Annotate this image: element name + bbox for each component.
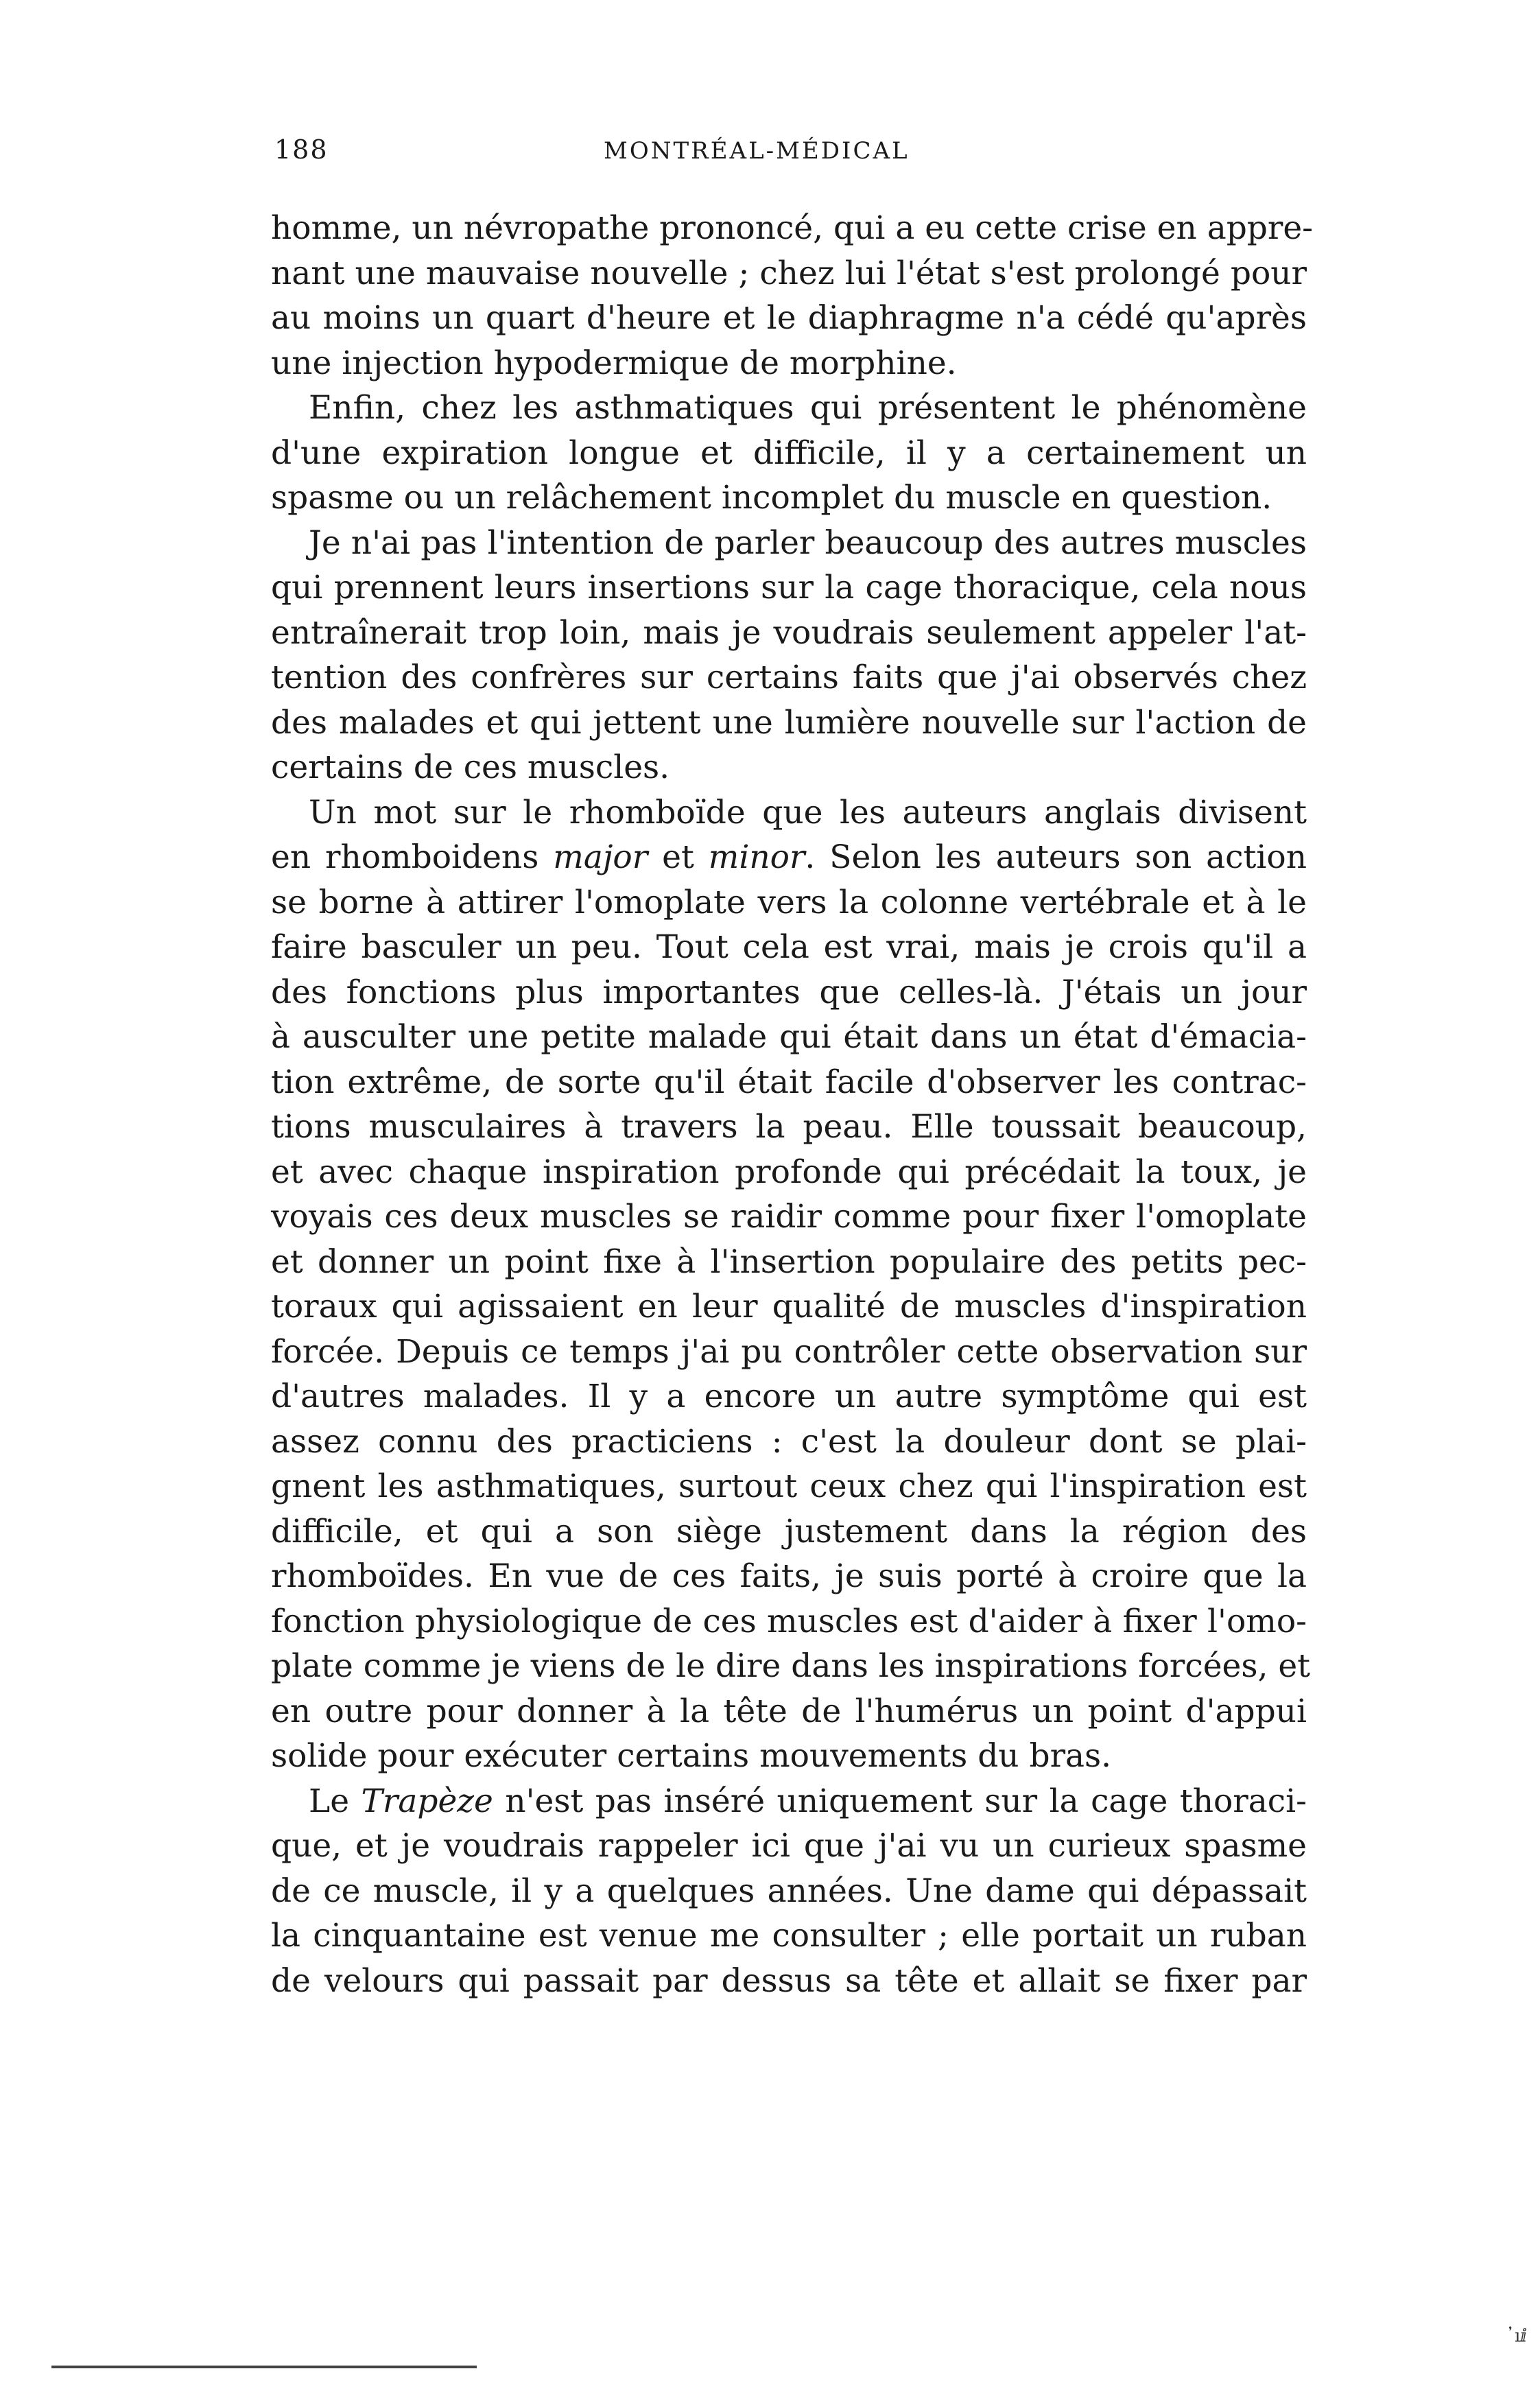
text-line: gnent les asthmatiques, surtout ceux chez qui l'inspiration est [271, 1467, 1307, 1505]
text-line: fonction physiologique de ces muscles est d'aider à fixer l'omo- [271, 1602, 1307, 1640]
text-line: et avec chaque inspiration profonde qui précédait la toux, je [271, 1153, 1307, 1191]
text-line: rhomboïdes. En vue de ces faits, je suis porté à croire que la [271, 1557, 1307, 1595]
body-text [271, 206, 1314, 2003]
text-line: faire basculer un peu. Tout cela est vrai, mais je crois qu'il a [271, 928, 1307, 966]
scan-edge-rule [51, 2366, 477, 2368]
text-line: la cinquantaine est venue me consulter ; elle portait un ruban [271, 1917, 1307, 1955]
text-line: plate comme je viens de le dire dans les inspirations forcées, et [271, 1647, 1311, 1685]
text-line: une injection hypodermique de morphine. [271, 344, 957, 382]
running-head: MONTRÉAL-MÉDICAL [604, 137, 910, 165]
text-line: d'une expiration longue et difficile, il y a certainement un [271, 434, 1307, 472]
text-line: difficile, et qui a son siège justement dans la région des [271, 1512, 1307, 1551]
text-line: Un mot sur le rhomboïde que les auteurs anglais divisent [309, 793, 1307, 832]
text-line: que, et je voudrais rappeler ici que j'ai vu un curieux spasme [271, 1827, 1307, 1865]
text-line: voyais ces deux muscles se raidir comme pour fixer l'omoplate [271, 1198, 1307, 1236]
text-line: homme, un névropathe prononcé, qui a eu cette crise en appre- [271, 209, 1314, 247]
text-line: tion extrême, de sorte qu'il était facile d'observer les contrac- [271, 1063, 1307, 1101]
text-line: solide pour exécuter certains mouvements du bras. [271, 1737, 1112, 1775]
text-fragment: et [662, 838, 694, 876]
text-fragment: . Selon les auteurs son action [805, 838, 1307, 876]
text-fragment: Le [309, 1782, 350, 1820]
text-line: nant une mauvaise nouvelle ; chez lui l'état s'est prolongé pour [271, 254, 1307, 292]
text-fragment: n'est pas inséré uniquement sur la cage thoraci- [505, 1782, 1307, 1820]
text-line: d'autres malades. Il y a encore un autre symptôme qui est [271, 1378, 1307, 1415]
text-line: tention des confrères sur certains faits que j'ai observés chez [271, 659, 1307, 696]
corner-mark: ᾽ıⅈ [1506, 2326, 1528, 2346]
text-line: de velours qui passait par dessus sa tête et allait se fixer par [271, 1961, 1307, 2000]
text-line: en outre pour donner à la tête de l'humérus un point d'appui [271, 1692, 1307, 1730]
italic-term-trapeze: Trapèze [361, 1782, 493, 1820]
text-line: à ausculter une petite malade qui était dans un état d'émacia- [271, 1018, 1307, 1056]
text-line: des malades et qui jettent une lumière nouvelle sur l'action de [271, 703, 1307, 742]
italic-term-major: major [553, 838, 648, 876]
text-line: Enfin, chez les asthmatiques qui présentent le phénomène [309, 389, 1307, 427]
text-line: assez connu des practiciens : c'est la douleur dont se plai- [271, 1422, 1307, 1461]
text-line: au moins un quart d'heure et le diaphragme n'a cédé qu'après [271, 299, 1307, 337]
text-fragment: en rhomboidens [271, 838, 539, 876]
text-line-with-italics [271, 1779, 1307, 1824]
text-line: se borne à attirer l'omoplate vers la colonne vertébrale et à le [271, 883, 1307, 921]
text-line: forcée. Depuis ce temps j'ai pu contrôler cette observation sur [271, 1332, 1307, 1371]
text-line: toraux qui agissaient en leur qualité de muscles d'inspiration [271, 1288, 1307, 1325]
text-line: des fonctions plus importantes que celles-là. J'étais un jour [271, 973, 1307, 1011]
text-line: de ce muscle, il y a quelques années. Une dame qui dépassait [271, 1872, 1307, 1910]
text-line-with-italics [271, 835, 1307, 880]
text-line: et donner un point fixe à l'insertion populaire des petits pec- [271, 1242, 1307, 1281]
text-line: tions musculaires à travers la peau. Elle toussait beaucoup, [271, 1108, 1307, 1146]
text-line: certains de ces muscles. [271, 748, 670, 786]
italic-term-minor: minor [708, 838, 805, 876]
text-line: Je n'ai pas l'intention de parler beaucoup des autres muscles [309, 523, 1307, 562]
page-number: 188 [274, 134, 329, 165]
text-line: entraînerait trop loin, mais je voudrais seulement appeler l'at- [271, 613, 1307, 652]
text-line: qui prennent leurs insertions sur la cage thoracique, cela nous [271, 569, 1307, 606]
text-line: spasme ou un relâchement incomplet du muscle en question. [271, 479, 1272, 517]
